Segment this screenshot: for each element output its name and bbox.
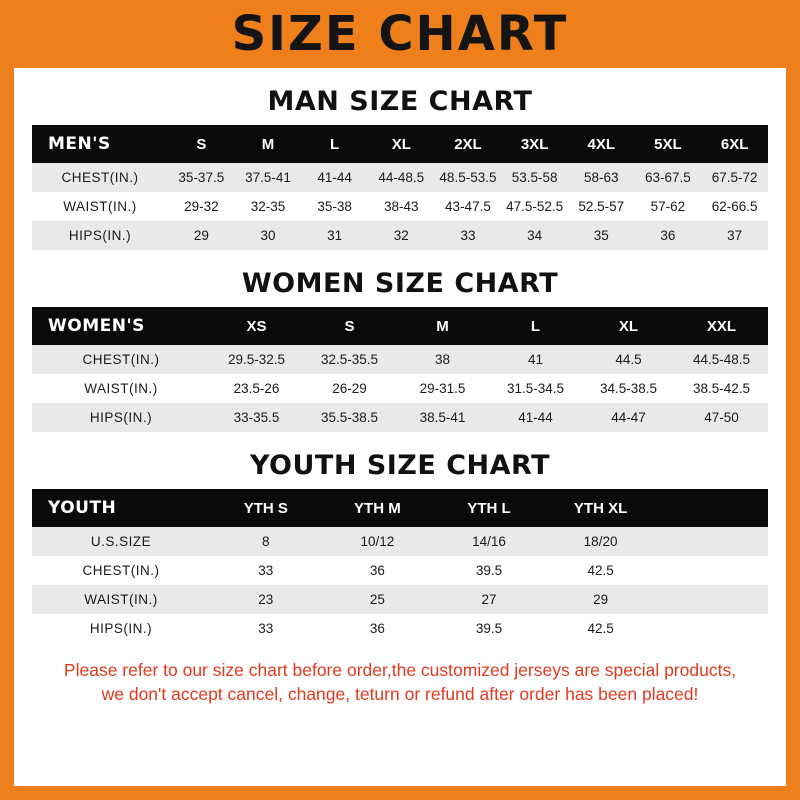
women-col-4: XL	[582, 307, 675, 345]
table-row	[32, 556, 768, 585]
youth-table-head	[32, 489, 768, 527]
youth-r1-c0: 33	[210, 556, 322, 585]
page-banner	[14, 0, 786, 68]
women-r0-c4: 44.5	[582, 345, 675, 374]
men-col-0: S	[168, 125, 235, 163]
men-r1-c7: 57-62	[635, 192, 702, 221]
table-row	[32, 345, 768, 374]
men-r2-c4: 33	[435, 221, 502, 250]
youth-r1-c2: 39.5	[433, 556, 545, 585]
youth-r2-c4	[656, 585, 768, 614]
women-col-1: S	[303, 307, 396, 345]
women-r2-c3: 41-44	[489, 403, 582, 432]
youth-r3-c1: 36	[322, 614, 434, 643]
women-col-0: XS	[210, 307, 303, 345]
men-col-1: M	[235, 125, 302, 163]
bottom-accent-bar	[14, 786, 786, 800]
youth-r3-c0: 33	[210, 614, 322, 643]
women-r0-c5: 44.5-48.5	[675, 345, 768, 374]
youth-r2-c1: 25	[322, 585, 434, 614]
men-size-table	[32, 125, 768, 250]
youth-r1-c1: 36	[322, 556, 434, 585]
men-r1-c1: 32-35	[235, 192, 302, 221]
men-table-body	[32, 163, 768, 250]
table-row	[32, 163, 768, 192]
youth-col-3: YTH XL	[545, 489, 657, 527]
women-col-3: L	[489, 307, 582, 345]
men-r0-c8: 67.5-72	[701, 163, 768, 192]
women-row-0-label: CHEST(IN.)	[32, 345, 210, 374]
women-col-5: XXL	[675, 307, 768, 345]
men-r0-c7: 63-67.5	[635, 163, 702, 192]
women-r0-c0: 29.5-32.5	[210, 345, 303, 374]
charts-container	[14, 86, 786, 706]
women-r0-c1: 32.5-35.5	[303, 345, 396, 374]
youth-table-corner: YOUTH	[32, 489, 210, 527]
women-r0-c3: 41	[489, 345, 582, 374]
youth-r1-c4	[656, 556, 768, 585]
men-r0-c3: 44-48.5	[368, 163, 435, 192]
men-r1-c8: 62-66.5	[701, 192, 768, 221]
men-col-3: XL	[368, 125, 435, 163]
table-row	[32, 374, 768, 403]
youth-col-1: YTH M	[322, 489, 434, 527]
men-r2-c1: 30	[235, 221, 302, 250]
men-r0-c4: 48.5-53.5	[435, 163, 502, 192]
table-row	[32, 192, 768, 221]
men-col-8: 6XL	[701, 125, 768, 163]
men-r0-c2: 41-44	[301, 163, 368, 192]
women-row-1-label: WAIST(IN.)	[32, 374, 210, 403]
youth-row-0-label: U.S.SIZE	[32, 527, 210, 556]
men-row-1-label: WAIST(IN.)	[32, 192, 168, 221]
women-r0-c2: 38	[396, 345, 489, 374]
men-r1-c0: 29-32	[168, 192, 235, 221]
men-r0-c5: 53.5-58	[501, 163, 568, 192]
youth-r0-c0: 8	[210, 527, 322, 556]
women-r2-c4: 44-47	[582, 403, 675, 432]
men-r2-c0: 29	[168, 221, 235, 250]
youth-row-1-label: CHEST(IN.)	[32, 556, 210, 585]
men-col-2: L	[301, 125, 368, 163]
men-r2-c7: 36	[635, 221, 702, 250]
men-r0-c1: 37.5-41	[235, 163, 302, 192]
men-r0-c6: 58-63	[568, 163, 635, 192]
men-r2-c6: 35	[568, 221, 635, 250]
men-r1-c5: 47.5-52.5	[501, 192, 568, 221]
table-row	[32, 614, 768, 643]
youth-r0-c2: 14/16	[433, 527, 545, 556]
women-r1-c5: 38.5-42.5	[675, 374, 768, 403]
men-section-title: MAN SIZE CHART	[267, 86, 533, 117]
youth-r2-c2: 27	[433, 585, 545, 614]
table-header-row	[32, 489, 768, 527]
women-r1-c3: 31.5-34.5	[489, 374, 582, 403]
youth-section-title: YOUTH SIZE CHART	[249, 450, 551, 481]
youth-r2-c0: 23	[210, 585, 322, 614]
youth-row-2-label: WAIST(IN.)	[32, 585, 210, 614]
women-r1-c1: 26-29	[303, 374, 396, 403]
men-r1-c6: 52.5-57	[568, 192, 635, 221]
youth-r0-c4	[656, 527, 768, 556]
table-header-row	[32, 307, 768, 345]
men-table-corner: MEN'S	[32, 125, 168, 163]
men-r1-c3: 38-43	[368, 192, 435, 221]
women-r2-c0: 33-35.5	[210, 403, 303, 432]
youth-r3-c3: 42.5	[545, 614, 657, 643]
women-col-2: M	[396, 307, 489, 345]
table-row	[32, 403, 768, 432]
men-r1-c4: 43-47.5	[435, 192, 502, 221]
youth-col-4	[656, 489, 768, 527]
men-row-0-label: CHEST(IN.)	[32, 163, 168, 192]
table-row	[32, 585, 768, 614]
women-table-corner: WOMEN'S	[32, 307, 210, 345]
youth-col-2: YTH L	[433, 489, 545, 527]
women-r2-c2: 38.5-41	[396, 403, 489, 432]
table-row	[32, 527, 768, 556]
youth-size-table	[32, 489, 768, 643]
women-section-title: WOMEN SIZE CHART	[241, 268, 559, 299]
men-col-4: 2XL	[435, 125, 502, 163]
women-r2-c5: 47-50	[675, 403, 768, 432]
men-r2-c3: 32	[368, 221, 435, 250]
women-r1-c4: 34.5-38.5	[582, 374, 675, 403]
men-r0-c0: 35-37.5	[168, 163, 235, 192]
women-r1-c0: 23.5-26	[210, 374, 303, 403]
men-r2-c5: 34	[501, 221, 568, 250]
youth-r3-c4	[656, 614, 768, 643]
youth-r1-c3: 42.5	[545, 556, 657, 585]
youth-r0-c3: 18/20	[545, 527, 657, 556]
youth-r3-c2: 39.5	[433, 614, 545, 643]
women-table-head	[32, 307, 768, 345]
women-row-2-label: HIPS(IN.)	[32, 403, 210, 432]
footer-note-line-1: Please refer to our size chart before order,the customized jerseys are special products,	[63, 660, 737, 680]
youth-table-body	[32, 527, 768, 643]
youth-r2-c3: 29	[545, 585, 657, 614]
youth-col-0: YTH S	[210, 489, 322, 527]
table-header-row	[32, 125, 768, 163]
women-table-body	[32, 345, 768, 432]
women-r2-c1: 35.5-38.5	[303, 403, 396, 432]
youth-r0-c1: 10/12	[322, 527, 434, 556]
men-row-2-label: HIPS(IN.)	[32, 221, 168, 250]
men-r2-c8: 37	[701, 221, 768, 250]
footer-note	[38, 659, 762, 706]
men-col-5: 3XL	[501, 125, 568, 163]
men-r1-c2: 35-38	[301, 192, 368, 221]
women-size-table	[32, 307, 768, 432]
table-row	[32, 221, 768, 250]
page-title: SIZE CHART	[231, 6, 569, 62]
men-r2-c2: 31	[301, 221, 368, 250]
men-table-head	[32, 125, 768, 163]
women-r1-c2: 29-31.5	[396, 374, 489, 403]
men-col-6: 4XL	[568, 125, 635, 163]
footer-note-line-2: we don't accept cancel, change, teturn or refund after order has been placed!	[101, 683, 699, 704]
men-col-7: 5XL	[635, 125, 702, 163]
youth-row-3-label: HIPS(IN.)	[32, 614, 210, 643]
